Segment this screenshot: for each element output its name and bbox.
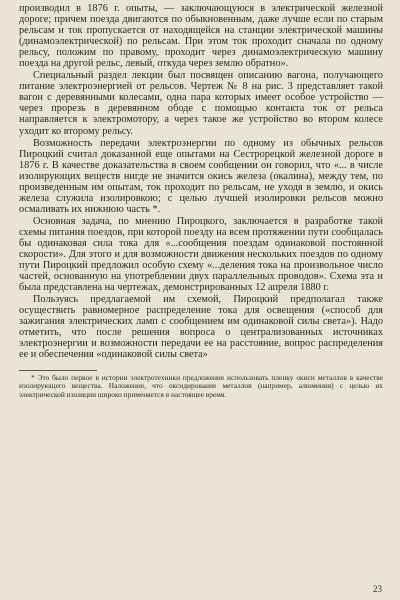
footnote: * Это было первое в истории электротехники предложение использовать пленку окиси металлов в качестве изолирующего вещества. Наложение, что оксидирование металлов (например, алюминия) с целью их электрической изоляции широко применяется в настоящее время. (19, 372, 383, 399)
paragraph-4: Основная задача, по мнению Пироцкого, заключается в разработке такой схемы питания поездов, при которой поезду на всем протяжении пути сообщалась бы одинаковая сила тока для «...сообщения поездам одинаковой постоянной скорости». Для этого и для возможности движения нескольких поездов по одному пути Пироцкий предложил особую схему «...деления тока на произвольное число частей, основанную на употреблении двух параллельных проводов». Схема эта и была представлена на чертежах, демонстрированных 12 апреля 1880 г. (19, 215, 383, 294)
page-number: 23 (373, 584, 382, 594)
paragraph-3: Возможность передачи электроэнергии по одному из обычных рельсов Пироцкий считал доказанной еще опытами на Сестрорецкой железной дороге в 1876 г. В качестве доказательства в своем сообщении он говорил, что «... в числе изолирующих веществ нигде не значится окись железа (окалина), между тем, по произведенным им опытам, ток проходит по рельсам, не уходя в землю, и окись железа служила изолировкою; с целью лучшей изолировки рельсов можно осмаливать их нижнюю часть *. (19, 137, 383, 215)
body-text (19, 3, 383, 361)
paragraph-2: Специальный раздел лекции был посвящен описанию вагона, получающего питание электроэнергией от рельсов. Чертеж № 8 на рис. 3 представляет такой вагон с деревянными колесами, одна пара которых имеет особое устройство — через прорезь в деревянном ободе с помощью контакта ток от рельса направляется к электромотору, а через такое же устройство во втором колесе уходит ко второму рельсу. (19, 70, 383, 137)
footnote-divider (19, 370, 97, 371)
paragraph-5: Пользуясь предлагаемой им схемой, Пироцкий предполагал также осуществить равномерное распределение тока для освещения («способ для зажигания электрических ламп с сообщением им одинаковой силы света»). Надо отметить, что после решения вопроса о централизованных источниках электроэнергии и возможности передачи ее на расстояние, вопрос распределения ее и обеспечения «одинаковой силы света» (19, 294, 383, 361)
paragraph-1: производил в 1876 г. опыты, — заключающуюся в электрической железной дороге; причем поезда двигаются по обыкновенным, даже лучше если по старым рельсам и ток пропускается от находящейся на станции электрической машины (динамоэлектрической) по рельсам. При этом ток проходит сначала по одному рельсу, положим по правому, проходит через динамоэлектрическую машину поезда на другой рельс, левый, откуда через землю обратно». (19, 3, 383, 70)
